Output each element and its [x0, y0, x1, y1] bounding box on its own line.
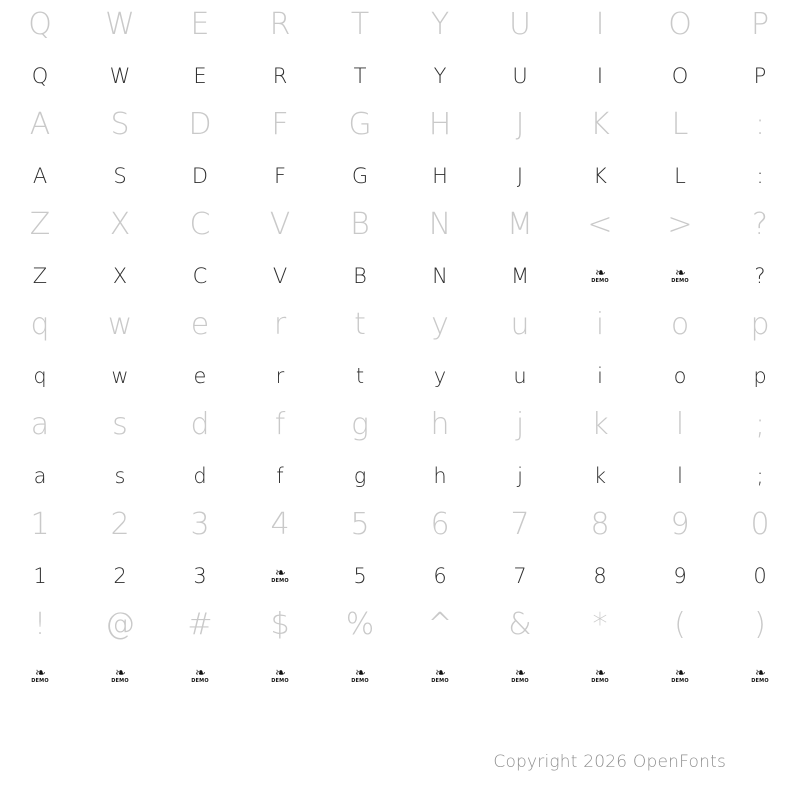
demo-stamp-leaf-icon: ❧	[355, 665, 365, 681]
glyph-reference: 8	[590, 507, 610, 542]
glyph-sample: w	[111, 363, 129, 388]
demo-stamp-icon	[671, 665, 689, 684]
glyph-sample: U	[512, 63, 528, 88]
demo-stamp-icon	[511, 665, 529, 684]
glyph-sample	[560, 658, 640, 694]
glyph-sample: 8	[593, 563, 607, 588]
glyph-reference: E	[190, 7, 210, 42]
glyph-cell	[80, 0, 160, 100]
demo-stamp-label: DEMO	[671, 277, 689, 284]
glyph-cell	[720, 300, 800, 400]
glyph-reference: h	[430, 407, 450, 442]
glyph-cell	[240, 100, 320, 200]
glyph-sample: o	[673, 363, 687, 388]
demo-stamp-icon	[751, 665, 769, 684]
glyph-cell	[480, 300, 560, 400]
glyph-sample: B	[353, 263, 367, 288]
glyph-reference: l	[675, 407, 685, 442]
glyph-sample: K	[593, 163, 607, 188]
glyph-reference: )	[754, 607, 766, 642]
glyph-sample: D	[191, 163, 209, 188]
glyph-sample: M	[510, 263, 530, 288]
glyph-reference: K	[590, 107, 610, 142]
glyph-sample: Z	[32, 263, 48, 288]
glyph-sample: 0	[753, 563, 767, 588]
demo-stamp-label: DEMO	[271, 577, 289, 584]
demo-stamp-label: DEMO	[751, 677, 769, 684]
glyph-reference: ^	[427, 607, 453, 642]
glyph-sample: ?	[754, 263, 766, 288]
glyph-reference: Z	[29, 207, 51, 242]
glyph-sample: 3	[193, 563, 207, 588]
glyph-cell	[0, 500, 80, 600]
glyph-sample: W	[109, 63, 131, 88]
glyph-cell	[0, 200, 80, 300]
glyph-reference: u	[510, 307, 530, 342]
glyph-reference: B	[350, 207, 370, 242]
glyph-reference: *	[592, 607, 608, 642]
glyph-reference: g	[350, 407, 369, 442]
glyph-cell	[560, 100, 640, 200]
demo-stamp-leaf-icon: ❧	[755, 665, 765, 681]
glyph-reference: #	[187, 607, 213, 642]
glyph-sample: T	[353, 63, 367, 88]
demo-stamp-leaf-icon: ❧	[115, 665, 125, 681]
demo-stamp-icon	[31, 665, 49, 684]
glyph-cell	[480, 400, 560, 500]
glyph-cell	[640, 600, 720, 700]
demo-stamp-leaf-icon: ❧	[675, 265, 685, 281]
glyph-sample: R	[272, 63, 288, 88]
glyph-sample	[0, 658, 80, 694]
glyph-cell	[560, 200, 640, 300]
glyph-sample: :	[756, 163, 764, 188]
glyph-sample: A	[32, 163, 48, 188]
glyph-reference: 6	[430, 507, 450, 542]
demo-stamp-icon	[671, 265, 689, 284]
glyph-cell	[560, 400, 640, 500]
glyph-cell	[0, 300, 80, 400]
glyph-cell	[320, 200, 400, 300]
glyph-sample: y	[433, 363, 447, 388]
glyph-cell	[720, 500, 800, 600]
glyph-sample	[400, 658, 480, 694]
glyph-reference: r	[273, 307, 287, 342]
glyph-cell	[80, 200, 160, 300]
glyph-sample: s	[114, 463, 126, 488]
glyph-sample	[720, 658, 800, 694]
glyph-cell	[80, 300, 160, 400]
glyph-sample: J	[516, 163, 524, 188]
demo-stamp-leaf-icon: ❧	[435, 665, 445, 681]
glyph-sample: t	[355, 363, 365, 388]
glyph-reference: 7	[510, 507, 530, 542]
demo-stamp-icon	[351, 665, 369, 684]
glyph-cell	[160, 100, 240, 200]
glyph-sample: Q	[31, 63, 49, 88]
glyph-cell	[480, 600, 560, 700]
glyph-cell	[640, 200, 720, 300]
glyph-sample: d	[193, 463, 207, 488]
glyph-cell	[640, 0, 720, 100]
glyph-reference: @	[105, 607, 135, 642]
glyph-cell	[720, 200, 800, 300]
demo-stamp-leaf-icon: ❧	[275, 565, 285, 581]
glyph-reference: Q	[28, 7, 52, 42]
glyph-sample	[640, 658, 720, 694]
demo-stamp-icon	[111, 665, 129, 684]
glyph-cell	[0, 400, 80, 500]
glyph-sample: 5	[353, 563, 367, 588]
demo-stamp-leaf-icon: ❧	[595, 665, 605, 681]
glyph-cell	[560, 600, 640, 700]
glyph-reference: w	[107, 307, 133, 342]
glyph-sample: p	[753, 363, 767, 388]
glyph-sample: e	[193, 363, 207, 388]
demo-stamp-leaf-icon: ❧	[195, 665, 205, 681]
glyph-reference: &	[508, 607, 532, 642]
glyph-sample	[480, 658, 560, 694]
glyph-reference: Y	[430, 7, 450, 42]
glyph-cell	[0, 0, 80, 100]
glyph-reference: f	[274, 407, 286, 442]
glyph-sample	[160, 658, 240, 694]
demo-stamp-label: DEMO	[111, 677, 129, 684]
glyph-cell	[160, 300, 240, 400]
copyright-text: Copyright 2026 OpenFonts	[493, 752, 726, 772]
glyph-cell	[640, 300, 720, 400]
glyph-reference: W	[105, 7, 135, 42]
glyph-reference: y	[431, 307, 449, 342]
glyph-reference: C	[189, 207, 211, 242]
demo-stamp-icon	[271, 665, 289, 684]
glyph-cell	[240, 400, 320, 500]
glyph-sample: r	[275, 363, 285, 388]
demo-stamp-leaf-icon: ❧	[675, 665, 685, 681]
glyph-cell	[720, 100, 800, 200]
glyph-cell	[80, 100, 160, 200]
demo-stamp-label: DEMO	[31, 677, 49, 684]
glyph-reference: O	[668, 7, 692, 42]
glyph-cell	[240, 0, 320, 100]
glyph-cell	[480, 0, 560, 100]
glyph-cell	[160, 0, 240, 100]
glyph-cell	[160, 200, 240, 300]
glyph-sample	[240, 658, 320, 694]
glyph-reference: N	[428, 207, 452, 242]
glyph-reference: 4	[270, 507, 290, 542]
glyph-sample: q	[33, 363, 47, 388]
glyph-sample	[240, 558, 320, 594]
glyph-cell	[480, 100, 560, 200]
glyph-sample: P	[753, 63, 767, 88]
glyph-cell	[0, 100, 80, 200]
glyph-reference: 0	[750, 507, 770, 542]
glyph-sample: u	[513, 363, 527, 388]
glyph-sample: 6	[433, 563, 447, 588]
glyph-cell	[240, 300, 320, 400]
glyph-reference: D	[188, 107, 212, 142]
glyph-reference: T	[350, 7, 370, 42]
glyph-cell	[720, 400, 800, 500]
glyph-reference: p	[750, 307, 770, 342]
demo-stamp-label: DEMO	[591, 677, 609, 684]
glyph-cell	[480, 500, 560, 600]
glyph-cell	[400, 500, 480, 600]
glyph-reference: P	[750, 7, 770, 42]
glyph-reference: X	[109, 207, 131, 242]
glyph-sample: S	[113, 163, 127, 188]
demo-stamp-icon	[191, 665, 209, 684]
glyph-cell	[400, 0, 480, 100]
glyph-cell	[320, 400, 400, 500]
demo-stamp-leaf-icon: ❧	[595, 265, 605, 281]
glyph-sample: a	[33, 463, 47, 488]
glyph-sample: O	[671, 63, 689, 88]
glyph-reference: 9	[670, 507, 690, 542]
glyph-sample: C	[192, 263, 208, 288]
glyph-cell	[640, 400, 720, 500]
glyph-sample: V	[272, 263, 288, 288]
glyph-cell	[80, 500, 160, 600]
glyph-reference: >	[667, 207, 693, 242]
glyph-cell	[80, 400, 160, 500]
glyph-sample: H	[432, 163, 448, 188]
glyph-reference: 5	[350, 507, 370, 542]
glyph-reference: k	[591, 407, 609, 442]
glyph-sample	[320, 658, 400, 694]
glyph-sample: i	[597, 363, 603, 388]
demo-stamp-leaf-icon: ❧	[275, 665, 285, 681]
glyph-sample: j	[517, 463, 523, 488]
glyph-sample: N	[432, 263, 448, 288]
glyph-sample: 2	[113, 563, 127, 588]
glyph-cell	[560, 300, 640, 400]
demo-stamp-label: DEMO	[671, 677, 689, 684]
glyph-reference: :	[754, 107, 766, 142]
demo-stamp-icon	[271, 565, 289, 584]
glyph-reference: J	[515, 107, 525, 142]
glyph-cell	[80, 600, 160, 700]
demo-stamp-label: DEMO	[351, 677, 369, 684]
glyph-reference: e	[190, 307, 210, 342]
glyph-reference: ;	[754, 407, 766, 442]
glyph-cell	[320, 600, 400, 700]
glyph-reference: q	[30, 307, 50, 342]
glyph-reference: V	[269, 207, 291, 242]
glyph-cell	[400, 600, 480, 700]
glyph-reference: R	[269, 7, 291, 42]
glyph-reference: I	[595, 7, 605, 42]
demo-stamp-icon	[591, 665, 609, 684]
glyph-sample	[80, 658, 160, 694]
glyph-reference: ?	[752, 207, 768, 242]
glyph-cell	[400, 100, 480, 200]
demo-stamp-label: DEMO	[591, 277, 609, 284]
glyph-reference: H	[428, 107, 452, 142]
glyph-reference: F	[271, 107, 289, 142]
glyph-sample: ;	[756, 463, 764, 488]
glyph-cell	[480, 200, 560, 300]
glyph-cell	[240, 600, 320, 700]
glyph-cell	[640, 500, 720, 600]
demo-stamp-leaf-icon: ❧	[35, 665, 45, 681]
glyph-reference: (	[674, 607, 686, 642]
glyph-cell	[320, 0, 400, 100]
glyph-cell	[400, 200, 480, 300]
glyph-sample: X	[112, 263, 128, 288]
glyph-cell	[240, 500, 320, 600]
demo-stamp-label: DEMO	[431, 677, 449, 684]
demo-stamp-leaf-icon: ❧	[515, 665, 525, 681]
glyph-sample: 1	[33, 563, 47, 588]
glyph-cell	[720, 0, 800, 100]
glyph-sample	[560, 258, 640, 294]
glyph-sample: g	[353, 463, 367, 488]
glyph-reference: a	[30, 407, 50, 442]
glyph-cell	[320, 500, 400, 600]
glyph-cell	[160, 600, 240, 700]
glyph-reference: d	[190, 407, 210, 442]
footer	[0, 752, 800, 772]
glyph-reference: 3	[190, 507, 210, 542]
glyph-reference: S	[110, 107, 130, 142]
glyph-cell	[320, 100, 400, 200]
glyph-reference: A	[29, 107, 51, 142]
glyph-cell	[0, 600, 80, 700]
glyph-sample: l	[677, 463, 683, 488]
glyph-sample: 7	[513, 563, 527, 588]
demo-stamp-label: DEMO	[191, 677, 209, 684]
glyph-reference: M	[507, 207, 533, 242]
glyph-cell	[320, 300, 400, 400]
glyph-reference: %	[345, 607, 375, 642]
glyph-sample: h	[433, 463, 447, 488]
glyph-reference: G	[348, 107, 372, 142]
glyph-sample: k	[593, 463, 607, 488]
glyph-cell	[720, 600, 800, 700]
glyph-sample: I	[596, 63, 604, 88]
demo-stamp-icon	[591, 265, 609, 284]
glyph-sample: f	[276, 463, 284, 488]
glyph-reference: o	[670, 307, 690, 342]
glyph-reference: !	[33, 607, 47, 642]
glyph-reference: L	[671, 107, 689, 142]
glyph-reference: $	[270, 607, 290, 642]
glyph-cell	[160, 400, 240, 500]
glyph-cell	[560, 0, 640, 100]
glyph-cell	[160, 500, 240, 600]
glyph-sample: F	[273, 163, 287, 188]
glyph-cell	[560, 500, 640, 600]
glyph-reference: U	[509, 7, 531, 42]
glyph-reference: 1	[30, 507, 50, 542]
glyph-reference: <	[587, 207, 613, 242]
glyph-cell	[400, 400, 480, 500]
glyph-cell	[640, 100, 720, 200]
demo-stamp-label: DEMO	[511, 677, 529, 684]
glyph-reference: s	[112, 407, 128, 442]
glyph-cell	[240, 200, 320, 300]
glyph-sample: E	[193, 63, 207, 88]
demo-stamp-icon	[431, 665, 449, 684]
glyph-cell	[400, 300, 480, 400]
demo-stamp-label: DEMO	[271, 677, 289, 684]
glyph-sample: 9	[673, 563, 687, 588]
glyph-sample: L	[674, 163, 686, 188]
glyph-sample: Y	[433, 63, 447, 88]
glyph-sample: G	[351, 163, 369, 188]
glyph-reference: j	[515, 407, 525, 442]
glyph-reference: 2	[110, 507, 130, 542]
glyph-sample	[640, 258, 720, 294]
glyph-reference: i	[595, 307, 605, 342]
glyph-reference: t	[354, 307, 366, 342]
